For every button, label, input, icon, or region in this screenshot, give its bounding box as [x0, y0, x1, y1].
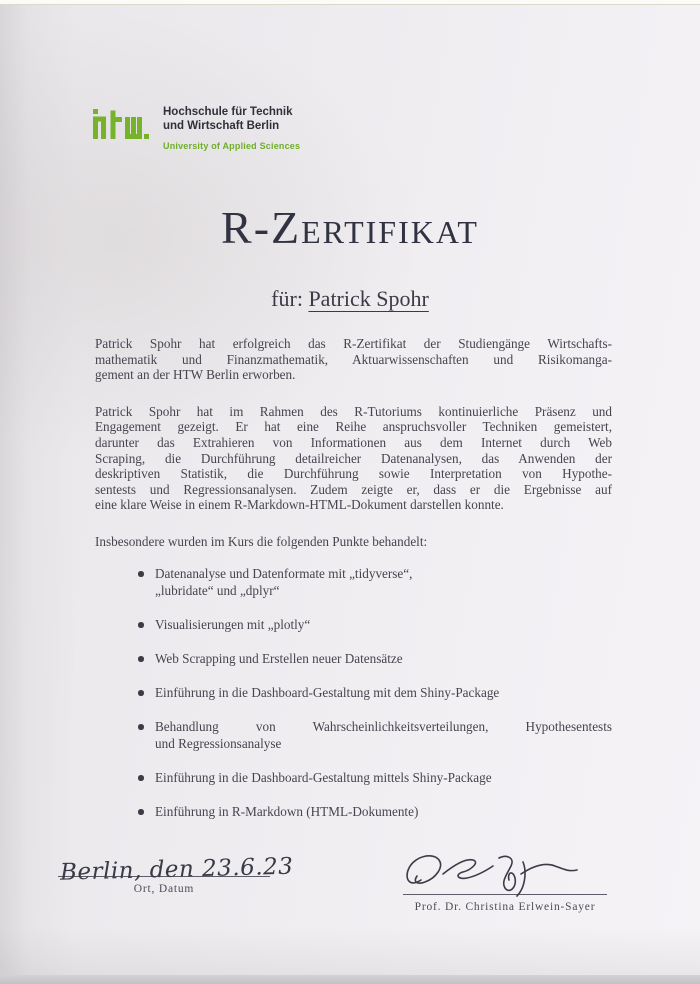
signature-right-block: [403, 848, 607, 913]
photo-bottom-edge: [0, 975, 700, 984]
bullet-line: und Regressionsanalyse: [155, 735, 282, 751]
bullet-item: [95, 803, 612, 820]
text-line: mathematik und Finanzmathematik, Aktuarwissenschaften und Risikomanga-: [95, 351, 612, 367]
bullet-item: [95, 718, 612, 752]
text-line: eine klare Weise in einem R-Markdown-HTML-Dokument darstellen konnte.: [95, 497, 504, 513]
bullet-dot-icon: [138, 690, 144, 696]
paragraph-2: [95, 404, 612, 513]
htw-logo-text: [163, 106, 300, 151]
bullet-line: Einführung in die Dashboard-Gestaltung mit dem Shiny-Package: [155, 684, 500, 700]
bullet-line: Einführung in R-Markdown (HTML-Dokumente): [155, 803, 419, 819]
certificate-paper: [0, 4, 700, 975]
bullet-item: [95, 650, 612, 667]
bullet-line: Visualisierungen mit „plotly“: [155, 616, 311, 632]
list-intro: Insbesondere wurden im Kurs die folgenden Punkte behandelt:: [95, 533, 428, 549]
text-line: darunter das Extrahieren von Informationen aus dem Internet durch Web: [95, 434, 612, 450]
certificate-body: [95, 336, 612, 837]
htw-logo-icon: [93, 109, 149, 139]
htw-logo: [93, 106, 300, 151]
bullet-line: Datenanalyse und Datenformate mit „tidyverse“,: [155, 565, 413, 581]
text-line: Scraping, die Durchführung detailreicher Datenanalysen, das Anwenden der: [95, 450, 612, 466]
bullet-dot-icon: [138, 809, 144, 815]
recipient-name: Patrick Spohr: [308, 286, 429, 311]
text-line: Patrick Spohr hat erfolgreich das R-Zertifikat der Studiengänge Wirtschafts-: [95, 336, 612, 351]
bullet-dot-icon: [138, 775, 144, 781]
logo-name-line2: und Wirtschaft Berlin: [163, 119, 280, 132]
bullet-dot-icon: [138, 571, 144, 577]
certificate-title: R-Zertifikat: [221, 202, 479, 253]
logo-name-line1: Hochschule für Technik: [163, 106, 293, 118]
recipient-prefix: für:: [271, 286, 303, 311]
recipient-line: [0, 286, 700, 312]
bullet-item: [95, 565, 612, 599]
bullet-dot-icon: [138, 724, 144, 730]
bullet-list: [95, 565, 612, 820]
text-line: Patrick Spohr hat im Rahmen des R-Tutoriums kontinuierliche Präsenz und: [95, 403, 612, 419]
bullet-line: Web Scrapping und Erstellen neuer Datensätze: [155, 650, 403, 666]
logo-subtitle: University of Applied Sciences: [163, 141, 301, 151]
signature-label-name: Prof. Dr. Christina Erlwein-Sayer: [414, 901, 596, 913]
bullet-line: Behandlung von Wahrscheinlichkeitsverteilungen, Hypothesentests: [155, 718, 612, 734]
signature-left-block: [58, 853, 294, 895]
text-line: sentests und Regressionsanalysen. Zudem zeigte er, dass er die Ergebnisse auf: [95, 481, 612, 497]
text-line: gement an der HTW Berlin erworben.: [95, 367, 296, 383]
signature-label-ort-datum: Ort, Datum: [133, 883, 195, 895]
signature-scribble: [403, 848, 603, 900]
text-line: deskriptiven Statistik, die Durchführung sowie Interpretation von Hypothe-: [95, 466, 612, 482]
handwritten-date: Berlin, den 23.6.23: [59, 853, 294, 886]
bullet-item: [95, 769, 612, 786]
signature-line: [403, 894, 607, 895]
bullet-dot-icon: [138, 656, 144, 662]
bullet-item: [95, 684, 612, 701]
bullet-dot-icon: [138, 622, 144, 628]
bullet-line: „lubridate“ und „dplyr“: [155, 582, 280, 598]
text-line: Engagement gezeigt. Er hat eine Reihe anspruchsvoller Techniken gemeistert,: [95, 419, 612, 435]
paragraph-1: [95, 336, 612, 383]
bullet-line: Einführung in die Dashboard-Gestaltung mittels Shiny-Package: [155, 769, 492, 785]
bullet-item: [95, 616, 612, 633]
